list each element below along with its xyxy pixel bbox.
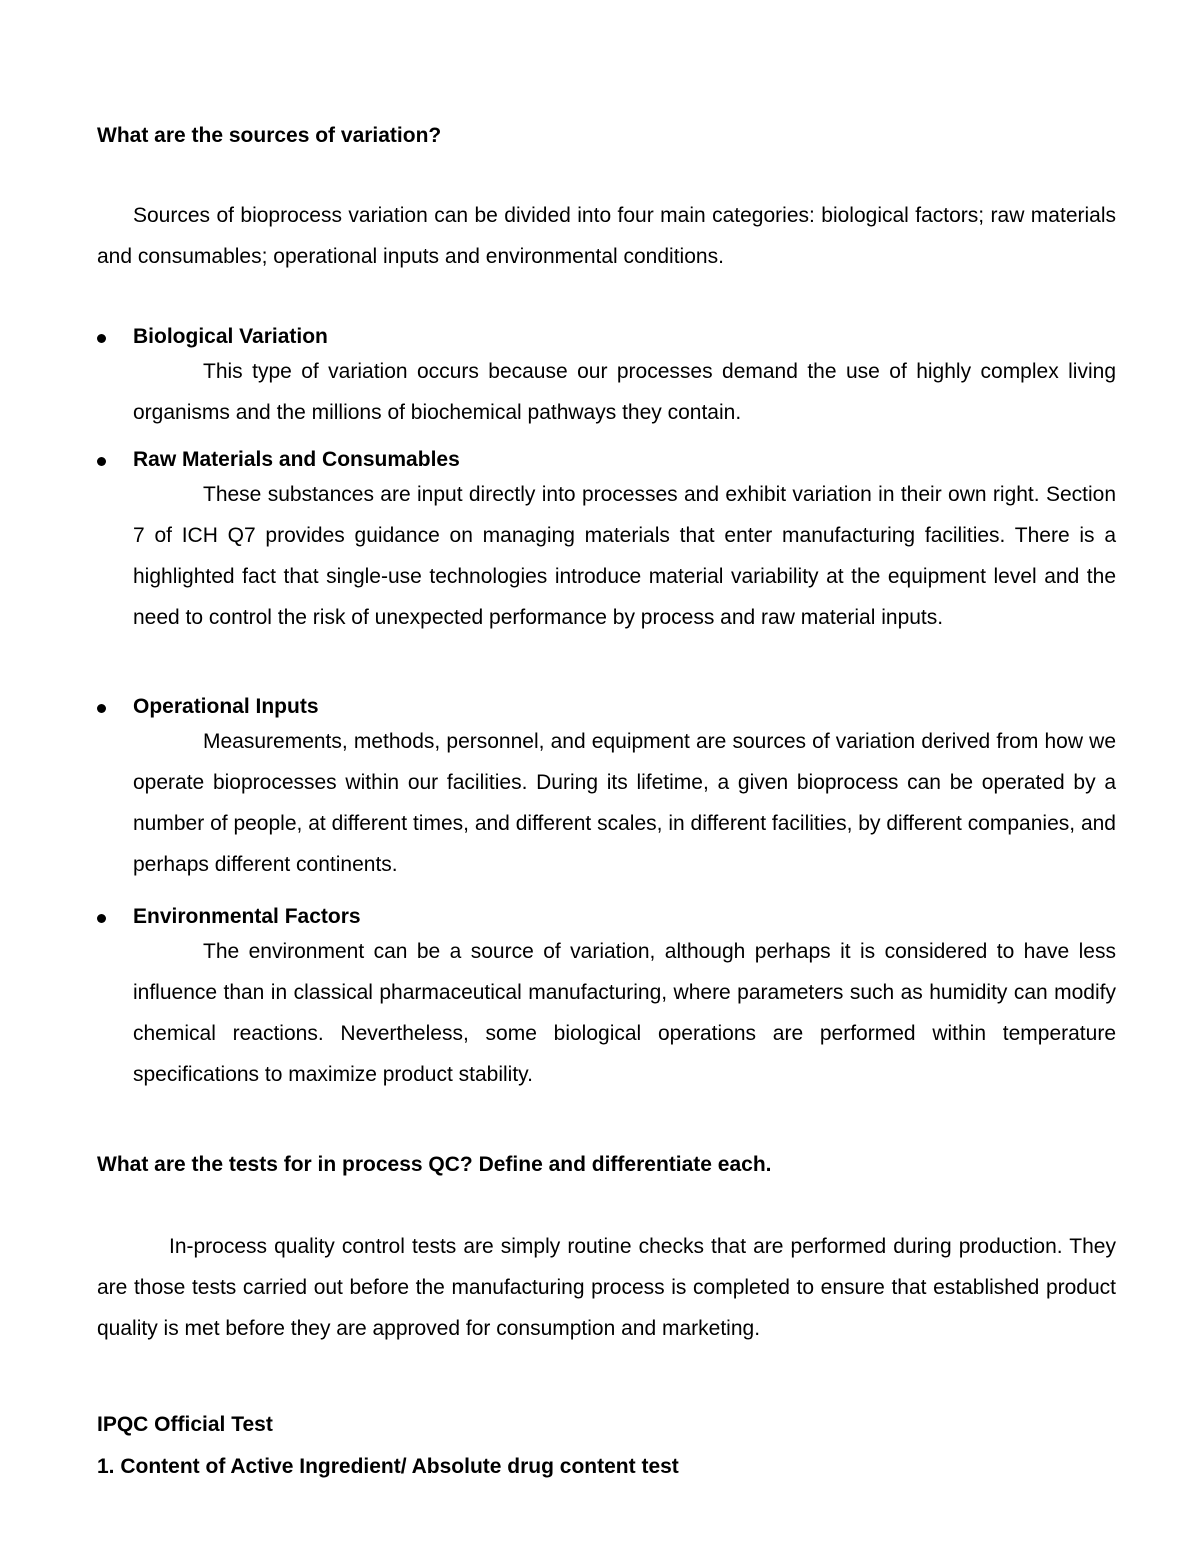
bullet-title: Raw Materials and Consumables (133, 448, 460, 471)
sources-intro-paragraph: Sources of bioprocess variation can be divided into four main categories: biological factors; raw materials and consumables; operational inputs and environmental conditions. (97, 204, 1116, 268)
ipqc-official-test-heading: IPQC Official Test (97, 1413, 273, 1436)
bullet-icon (97, 914, 106, 923)
bullet-icon (97, 457, 106, 466)
bullet-body: This type of variation occurs because our processes demand the use of highly complex living organisms and the millions of biochemical pathways they contain. (133, 360, 1116, 424)
ipqc-test-1-heading: 1. Content of Active Ingredient/ Absolute drug content test (97, 1455, 679, 1478)
bullet-title: Environmental Factors (133, 905, 361, 928)
bullet-body: These substances are input directly into processes and exhibit variation in their own right. Section 7 of ICH Q7 provides guidance on managing materials that enter manufacturing facilities. There is a highlighted fact that single-use technologies introduce material variability at the equipment level and the need to control the risk of unexpected performance by process and raw material inputs. (133, 483, 1116, 629)
ipqc-intro-paragraph: In-process quality control tests are simply routine checks that are performed during production. They are those tests carried out before the manufacturing process is completed to ensure that established product quality is met before they are approved for consumption and marketing. (97, 1235, 1116, 1340)
bullet-title: Operational Inputs (133, 695, 319, 718)
bullet-title: Biological Variation (133, 325, 328, 348)
section-heading-ipqc-tests: What are the tests for in process QC? Define and differentiate each. (97, 1153, 772, 1176)
bullet-body: The environment can be a source of variation, although perhaps it is considered to have less influence than in classical pharmaceutical manufacturing, where parameters such as humidity can modify chemical reactions. Nevertheless, some biological operations are performed within temperature specifications to maximize product stability. (133, 940, 1116, 1086)
bullet-icon (97, 334, 106, 343)
bullet-icon (97, 704, 106, 713)
bullet-body: Measurements, methods, personnel, and equipment are sources of variation derived from how we operate bioprocesses within our facilities. During its lifetime, a given bioprocess can be operated by a number of people, at different times, and different scales, in different facilities, by different companies, and perhaps different continents. (133, 730, 1116, 876)
section-heading-sources-of-variation: What are the sources of variation? (97, 124, 442, 147)
